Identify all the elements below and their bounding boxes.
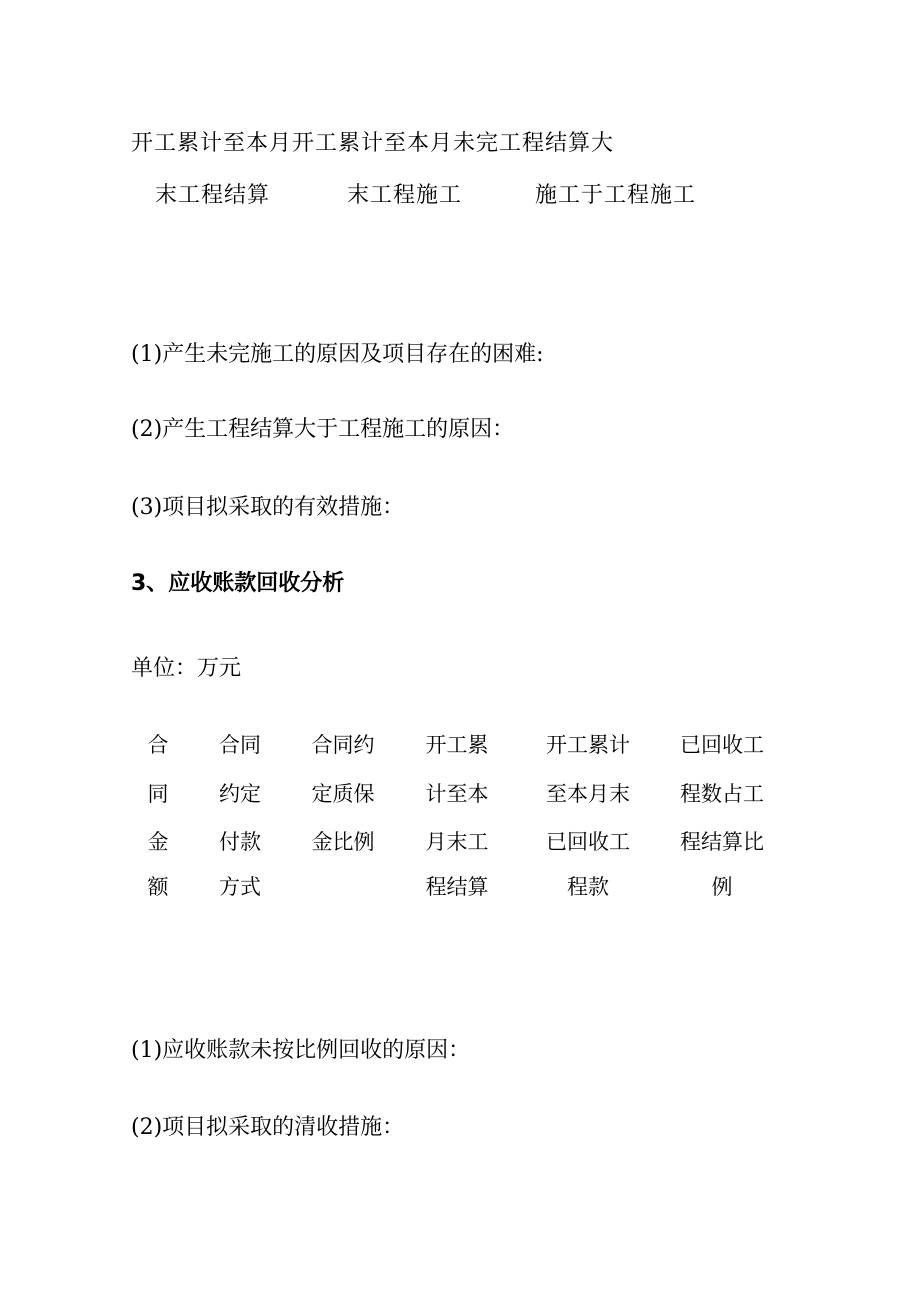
col1-line2: 同 xyxy=(147,782,169,806)
col6-line3: 程结算比 xyxy=(680,830,764,854)
question-2: (2)产生工程结算大于工程施工的原因： xyxy=(131,417,515,442)
header-cell-2: 末工程施工 xyxy=(347,183,463,208)
col1-line3: 金 xyxy=(147,830,169,854)
col3-line2: 定质保 xyxy=(311,782,375,806)
question-3: (3)项目拟采取的有效措施： xyxy=(131,495,405,520)
col6-line4: 例 xyxy=(711,875,733,899)
col6-line2: 程数占工 xyxy=(680,782,764,806)
col1-line4: 额 xyxy=(147,875,169,899)
col3-line3: 金比例 xyxy=(311,830,375,854)
col5-line1: 开工累计 xyxy=(546,733,630,757)
col3-line1: 合同约 xyxy=(311,733,375,757)
question-5: (2)项目拟采取的清收措施： xyxy=(131,1115,405,1140)
header-line-1: 开工累计至本月开工累计至本月未完工程结算大 xyxy=(131,131,615,156)
col4-line3: 月末工 xyxy=(425,830,489,854)
col5-line3: 已回收工 xyxy=(546,830,630,854)
col4-line1: 开工累 xyxy=(425,733,489,757)
col2-line3: 付款 xyxy=(219,830,261,854)
unit-label: 单位：万元 xyxy=(131,656,242,681)
question-1: (1)产生未完施工的原因及项目存在的困难: xyxy=(131,342,544,367)
col4-line2: 计至本 xyxy=(425,782,489,806)
question-4: (1)应收账款未按比例回收的原因： xyxy=(131,1038,471,1063)
header-cell-3: 施工于工程施工 xyxy=(535,183,697,208)
col5-line4: 程款 xyxy=(567,875,609,899)
col2-line2: 约定 xyxy=(219,782,261,806)
col5-line2: 至本月末 xyxy=(546,782,630,806)
col1-line1: 合 xyxy=(147,733,169,757)
header-cell-1: 末工程结算 xyxy=(155,183,271,208)
col4-line4: 程结算 xyxy=(425,875,489,899)
section-title: 3、应收账款回收分析 xyxy=(131,571,345,596)
col2-line1: 合同 xyxy=(219,733,261,757)
col2-line4: 方式 xyxy=(219,875,261,899)
col6-line1: 已回收工 xyxy=(680,733,764,757)
